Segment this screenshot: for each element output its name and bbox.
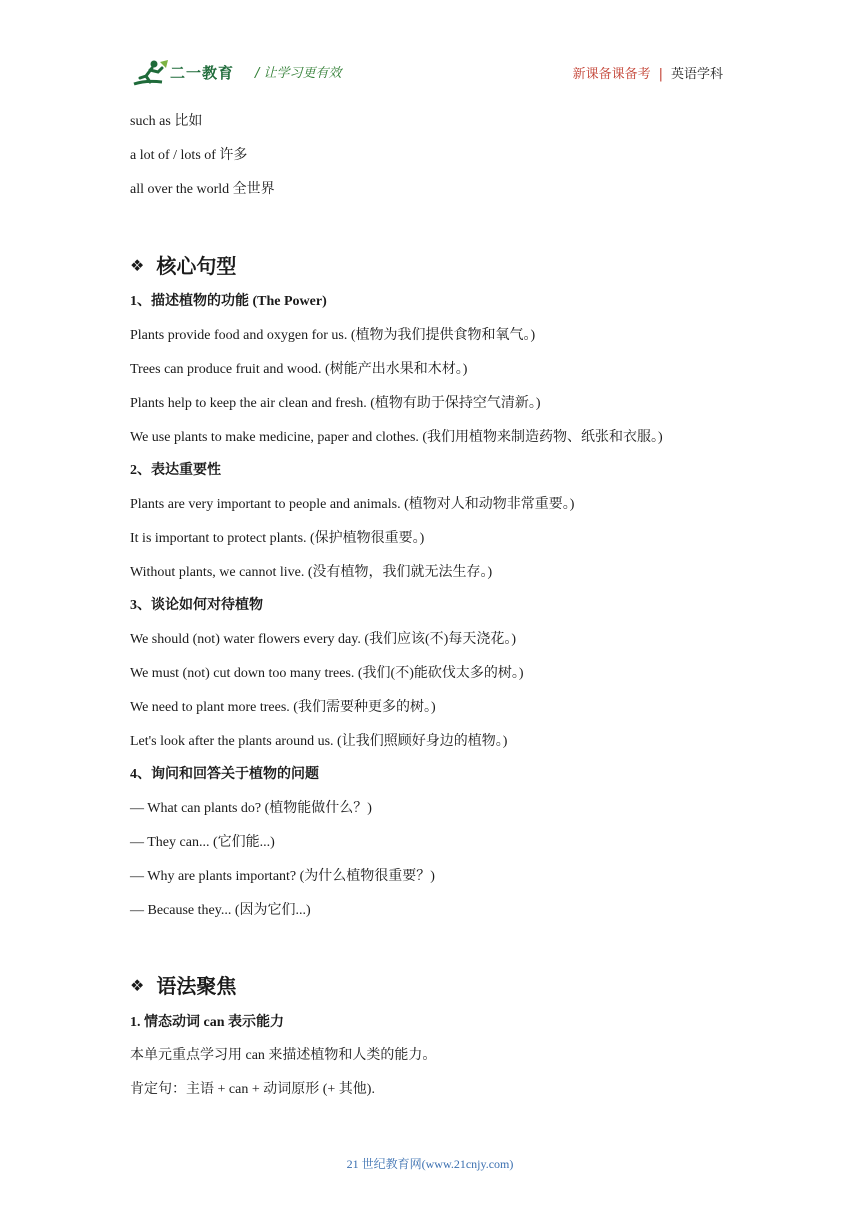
header-right [573,63,723,82]
header-subject: 英语学科 [670,67,723,82]
section-title-text: 语法聚焦 [156,974,237,998]
phrase-line: a lot of / lots of 许多 [130,148,248,163]
diamond-bullet-icon: ❖ [130,976,145,995]
header-separator: | [658,67,663,82]
sentence-line: Trees can produce fruit and wood. (树能产出水果和木材。) [130,362,468,377]
sentence-line: — Because they... (因为它们...) [130,903,311,918]
sentence-line: We need to plant more trees. (我们需要种更多的树。) [130,700,436,715]
logo-text: 二一教育 [170,64,235,82]
page-footer: 21 世纪教育网(www.21cnjy.com) [346,1157,514,1171]
phrase-line: such as 比如 [130,114,203,129]
sentence-line: Without plants, we cannot live. (没有植物，我们就无法生存。) [130,565,493,580]
sentence-line: 本单元重点学习用 can 来描述植物和人类的能力。 [130,1048,437,1063]
subheading: 1. 情态动词 can 表示能力 [130,1015,284,1030]
subheading: 3、谈论如何对待植物 [130,598,263,613]
subheading: 4、询问和回答关于植物的问题 [130,767,319,782]
sentence-line: Plants provide food and oxygen for us. (植物为我们提供食物和氧气。) [130,328,536,343]
sentence-line: — Why are plants important? (为什么植物很重要？) [130,869,435,884]
subheading: 2、表达重要性 [130,463,221,478]
page-header [0,0,860,100]
sentence-line: We use plants to make medicine, paper and clothes. (我们用植物来制造药物、纸张和衣服。) [130,430,663,445]
sentence-line: Let's look after the plants around us. (让我们照顾好身边的植物。) [130,734,508,749]
section-title-core [130,250,236,279]
sentence-line: 肯定句：主语 + can + 动词原形 (+ 其他). [130,1082,375,1097]
header-right-label: 新课备课备考 [572,67,651,82]
section-title-grammar [130,970,236,999]
phrase-line: all over the world 全世界 [130,182,275,197]
section-title-text: 核心句型 [156,254,237,278]
runner-logo-icon [132,58,172,90]
sentence-line: It is important to protect plants. (保护植物很重要。) [130,531,425,546]
sentence-line: — They can... (它们能...) [130,835,275,850]
sentence-line: Plants are very important to people and animals. (植物对人和动物非常重要。) [130,497,575,512]
diamond-bullet-icon: ❖ [130,256,145,275]
slogan: / 让学习更有效 [255,66,342,81]
sentence-line: — What can plants do? (植物能做什么？) [130,801,372,816]
subheading: 1、描述植物的功能 (The Power) [130,294,327,309]
logo [132,58,242,90]
sentence-line: Plants help to keep the air clean and fresh. (植物有助于保持空气清新。) [130,396,541,411]
sentence-line: We should (not) water flowers every day. (我们应该(不)每天浇花。) [130,632,516,647]
sentence-line: We must (not) cut down too many trees. (我们(不)能砍伐太多的树。) [130,666,524,681]
